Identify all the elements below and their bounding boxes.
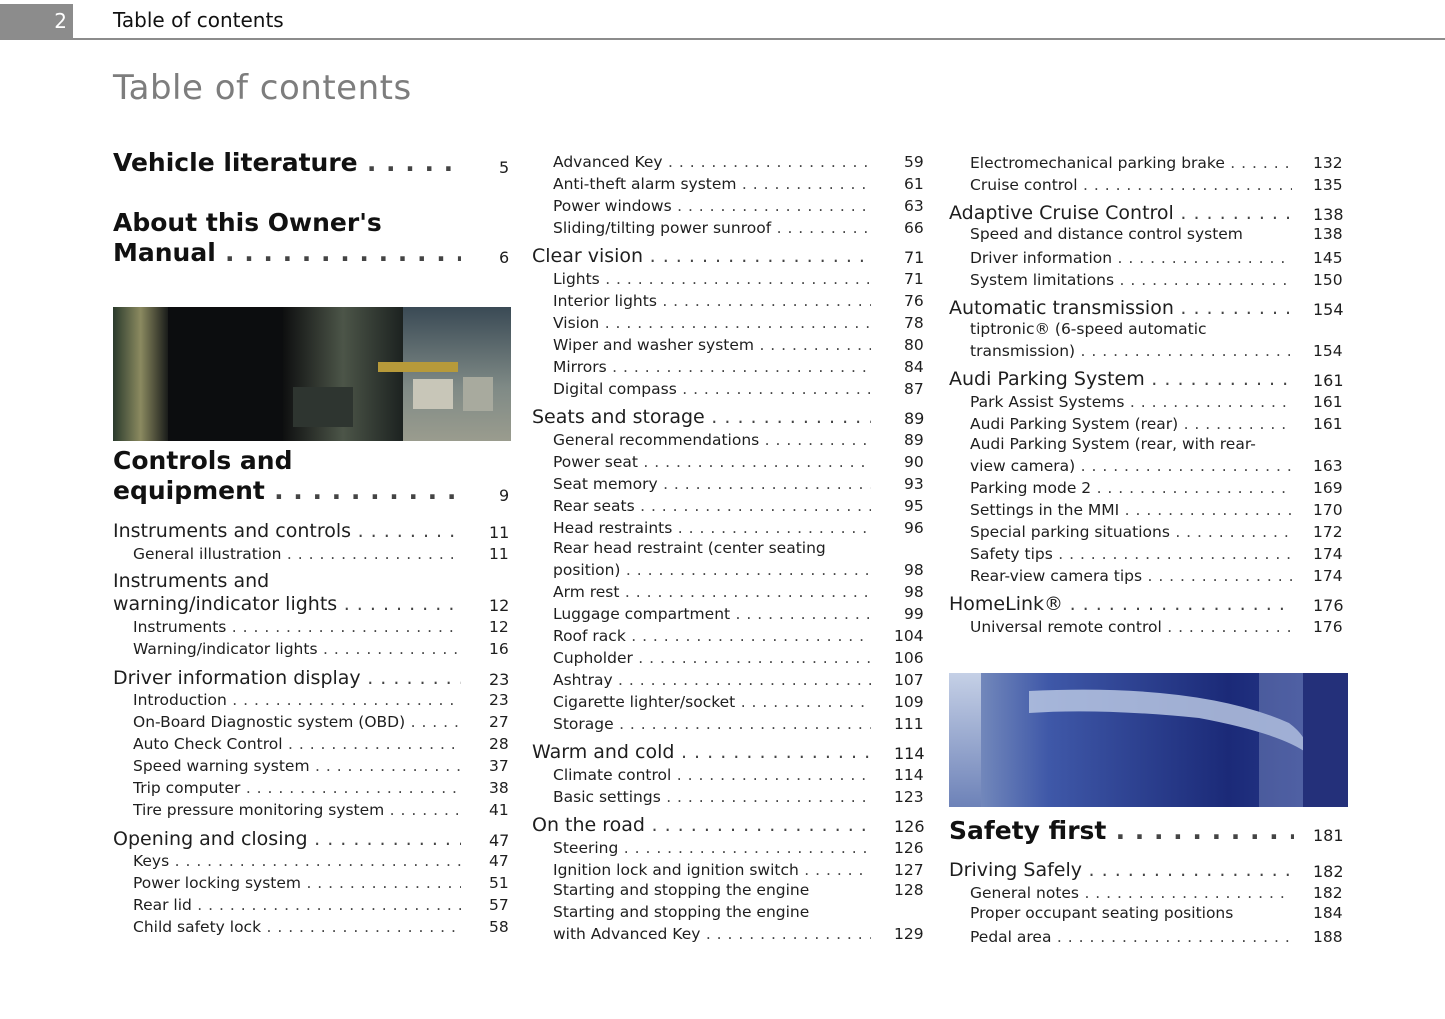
toc-label: position) . . . xyxy=(553,560,871,580)
toc-label: Climate control . . . xyxy=(553,765,871,785)
toc-entry-start-stop-advanced-key[interactable] xyxy=(553,922,928,944)
toc-page-seating-positions: 184 xyxy=(1313,904,1343,922)
toc-chapter-controls-line1[interactable]: Controls and xyxy=(113,446,293,475)
toc-entry-power-seat[interactable] xyxy=(553,450,928,472)
toc-page: 161 xyxy=(1313,371,1344,390)
toc-label: On the road . . . xyxy=(532,813,871,837)
toc-page: 99 xyxy=(904,605,924,623)
toc-entry-arm-rest[interactable] xyxy=(553,580,928,602)
toc-label: Cigarette lighter/socket . . . xyxy=(553,692,871,712)
toc-page-speed-distance: 138 xyxy=(1313,225,1343,243)
toc-label: Instruments and controls . . . xyxy=(113,519,461,543)
toc-label: Warm and cold . . . xyxy=(532,740,871,764)
toc-page: 182 xyxy=(1313,884,1343,902)
page-title: Table of contents xyxy=(113,68,412,108)
toc-section-warning-lights[interactable] xyxy=(113,590,511,616)
toc-section-opening-closing[interactable] xyxy=(113,825,511,851)
toc-entry-child-lock[interactable] xyxy=(133,915,511,937)
airbag-photo xyxy=(949,673,1348,807)
toc-entry-auto-check[interactable] xyxy=(133,732,511,754)
toc-label: Seat memory . . . xyxy=(553,474,871,494)
toc-page: 78 xyxy=(904,314,924,332)
toc-page: 5 xyxy=(499,158,510,177)
toc-page: 27 xyxy=(489,713,509,731)
toc-entry-parking-brake[interactable] xyxy=(970,151,1348,173)
toc-label: Ignition lock and ignition switch . . . xyxy=(553,860,871,880)
toc-page: 57 xyxy=(489,896,509,914)
toc-page: 106 xyxy=(894,649,924,667)
toc-label: Vehicle literature . . . xyxy=(113,148,461,178)
toc-page: 135 xyxy=(1313,176,1343,194)
toc-entry-general-notes[interactable] xyxy=(970,881,1348,903)
toc-entry-wiper[interactable] xyxy=(553,333,928,355)
toc-page: 145 xyxy=(1313,249,1343,267)
toc-label: Head restraints . . . xyxy=(553,518,871,538)
toc-entry-rear-lid[interactable] xyxy=(133,893,511,915)
toc-entry-obd[interactable] xyxy=(133,710,511,732)
toc-entry-speed-warning[interactable] xyxy=(133,754,511,776)
toc-page: 161 xyxy=(1313,393,1343,411)
toc-entry-power-locking[interactable] xyxy=(133,871,511,893)
toc-label: Trip computer . . . xyxy=(133,778,461,798)
toc-page: 107 xyxy=(894,671,924,689)
toc-page: 114 xyxy=(894,766,924,784)
toc-page: 174 xyxy=(1313,567,1343,585)
toc-entry-pedal-area[interactable] xyxy=(970,925,1348,947)
toc-label: Safety first . . . xyxy=(949,816,1294,846)
toc-entry-luggage[interactable] xyxy=(553,602,928,624)
toc-entry-speed-distance[interactable]: Speed and distance control system xyxy=(970,225,1243,243)
toc-label: Universal remote control . . . xyxy=(970,617,1292,637)
toc-label: Rear-view camera tips . . . xyxy=(970,566,1292,586)
toc-label: Interior lights . . . xyxy=(553,291,871,311)
toc-page: 23 xyxy=(489,691,509,709)
toc-label: Power locking system . . . xyxy=(133,873,461,893)
toc-entry-parking-mode-2[interactable] xyxy=(970,476,1348,498)
toc-label: Opening and closing . . . xyxy=(113,827,461,851)
toc-section-automatic-transmission[interactable] xyxy=(949,294,1348,320)
toc-page: 170 xyxy=(1313,501,1343,519)
toc-page: 188 xyxy=(1313,928,1343,946)
toc-entry-lights[interactable] xyxy=(553,267,928,289)
toc-label: Advanced Key . . . xyxy=(553,152,871,172)
toc-section-driver-info-display[interactable] xyxy=(113,664,511,690)
toc-label: Electromechanical parking brake . . . xyxy=(970,153,1292,173)
toc-entry-aps-rear[interactable] xyxy=(970,412,1348,434)
toc-entry-sunroof[interactable] xyxy=(553,216,928,238)
toc-label: Luggage compartment . . . xyxy=(553,604,871,624)
toc-entry-steering[interactable] xyxy=(553,836,928,858)
toc-page: 63 xyxy=(904,197,924,215)
toc-page: 176 xyxy=(1313,618,1343,636)
toc-entry-cruise-control[interactable] xyxy=(970,173,1348,195)
toc-label: Instruments . . . xyxy=(133,617,461,637)
toc-page: 154 xyxy=(1313,342,1343,360)
toc-page: 98 xyxy=(904,561,924,579)
toc-entry-rear-head-restraint[interactable] xyxy=(553,558,928,580)
toc-entry-roof-rack[interactable] xyxy=(553,624,928,646)
toc-entry-general-recommendations[interactable] xyxy=(553,428,928,450)
toc-entry-start-stop-advanced-key-line1[interactable]: Starting and stopping the engine xyxy=(553,903,810,921)
toc-entry-seating-positions[interactable]: Proper occupant seating positions xyxy=(970,904,1234,922)
toc-page: 181 xyxy=(1313,826,1344,845)
toc-entry-warning-indicator-lights[interactable] xyxy=(133,637,511,659)
toc-entry-camera-tips[interactable] xyxy=(970,564,1348,586)
toc-chapter-controls-equipment[interactable] xyxy=(113,474,511,506)
toc-page: 11 xyxy=(489,545,509,563)
toc-page: 104 xyxy=(894,627,924,645)
toc-page: 89 xyxy=(904,409,925,428)
toc-page: 71 xyxy=(904,270,924,288)
toc-label: Rear seats . . . xyxy=(553,496,871,516)
toc-label: System limitations . . . xyxy=(970,270,1292,290)
toc-label: Settings in the MMI . . . xyxy=(970,500,1292,520)
toc-entry-power-windows[interactable] xyxy=(553,194,928,216)
dashboard-photo-graphic xyxy=(113,307,511,441)
toc-page: 41 xyxy=(489,801,509,819)
toc-label: Wiper and washer system . . . xyxy=(553,335,871,355)
toc-label: Driver information . . . xyxy=(970,248,1292,268)
toc-page: 71 xyxy=(904,248,925,267)
toc-page: 109 xyxy=(894,693,924,711)
toc-entry-tiptronic[interactable] xyxy=(970,339,1348,361)
toc-label: Arm rest . . . xyxy=(553,582,871,602)
toc-label: Child safety lock . . . xyxy=(133,917,461,937)
toc-entry-rear-head-restraint-line1[interactable]: Rear head restraint (center seating xyxy=(553,539,826,557)
toc-chapter-about-manual[interactable] xyxy=(113,236,511,268)
toc-section-warm-cold[interactable] xyxy=(532,738,928,764)
header-title: Table of contents xyxy=(113,8,284,32)
toc-entry-cigarette-lighter[interactable] xyxy=(553,690,928,712)
toc-entry-climate-control[interactable] xyxy=(553,763,928,785)
toc-entry-interior-lights[interactable] xyxy=(553,289,928,311)
toc-entry-advanced-key[interactable] xyxy=(553,150,928,172)
toc-entry-start-stop[interactable]: Starting and stopping the engine xyxy=(553,881,810,899)
toc-section-adaptive-cruise[interactable] xyxy=(949,199,1348,225)
toc-label: Digital compass . . . xyxy=(553,379,871,399)
toc-page: 51 xyxy=(489,874,509,892)
toc-page: 174 xyxy=(1313,545,1343,563)
toc-page: 132 xyxy=(1313,154,1343,172)
toc-entry-head-restraints[interactable] xyxy=(553,516,928,538)
toc-page: 58 xyxy=(489,918,509,936)
toc-label: Warning/indicator lights . . . xyxy=(133,639,461,659)
toc-label: with Advanced Key . . . xyxy=(553,924,871,944)
toc-label: Seats and storage . . . xyxy=(532,405,871,429)
toc-entry-park-assist[interactable] xyxy=(970,390,1348,412)
toc-entry-special-parking[interactable] xyxy=(970,520,1348,542)
toc-label: Storage . . . xyxy=(553,714,871,734)
toc-entry-tiptronic-line1[interactable]: tiptronic® (6-speed automatic xyxy=(970,320,1207,338)
toc-page: 16 xyxy=(489,640,509,658)
toc-label: General recommendations . . . xyxy=(553,430,871,450)
toc-label: Adaptive Cruise Control . . . xyxy=(949,201,1292,225)
toc-entry-safety-tips[interactable] xyxy=(970,542,1348,564)
toc-label: Anti-theft alarm system . . . xyxy=(553,174,871,194)
toc-entry-system-limitations[interactable] xyxy=(970,268,1348,290)
toc-page: 138 xyxy=(1313,205,1344,224)
dashboard-photo xyxy=(113,307,511,441)
toc-entry-vision[interactable] xyxy=(553,311,928,333)
toc-label: Driver information display . . . xyxy=(113,666,461,690)
toc-entry-anti-theft[interactable] xyxy=(553,172,928,194)
toc-page: 172 xyxy=(1313,523,1343,541)
toc-entry-cupholder[interactable] xyxy=(553,646,928,668)
toc-section-driving-safely[interactable] xyxy=(949,856,1348,882)
toc-entry-aps-camera-line1[interactable]: Audi Parking System (rear, with rear- xyxy=(970,435,1256,453)
toc-page: 47 xyxy=(489,852,509,870)
toc-label: Roof rack . . . xyxy=(553,626,871,646)
toc-label: Introduction . . . xyxy=(133,690,461,710)
toc-entry-aps-camera[interactable] xyxy=(970,454,1348,476)
toc-label: Power seat . . . xyxy=(553,452,871,472)
toc-entry-ignition[interactable] xyxy=(553,858,928,880)
toc-section-instruments-controls[interactable] xyxy=(113,517,511,543)
toc-label: Clear vision . . . xyxy=(532,244,871,268)
toc-page: 66 xyxy=(904,219,924,237)
toc-page: 98 xyxy=(904,583,924,601)
toc-entry-general-illustration[interactable] xyxy=(133,542,511,564)
toc-label: Tire pressure monitoring system . . . xyxy=(133,800,461,820)
toc-label: Vision . . . xyxy=(553,313,871,333)
airbag-photo-graphic xyxy=(949,673,1348,807)
toc-label: Basic settings . . . xyxy=(553,787,871,807)
toc-page: 161 xyxy=(1313,415,1343,433)
toc-page: 111 xyxy=(894,715,924,733)
toc-chapter-vehicle-literature[interactable] xyxy=(113,146,511,178)
toc-page: 37 xyxy=(489,757,509,775)
toc-label: Sliding/tilting power sunroof . . . xyxy=(553,218,871,238)
toc-entry-driver-information[interactable] xyxy=(970,246,1348,268)
toc-entry-settings-mmi[interactable] xyxy=(970,498,1348,520)
toc-entry-rear-seats[interactable] xyxy=(553,494,928,516)
toc-entry-universal-remote[interactable] xyxy=(970,615,1348,637)
toc-label: Audi Parking System . . . xyxy=(949,367,1292,391)
toc-page: 169 xyxy=(1313,479,1343,497)
toc-label: Speed warning system . . . xyxy=(133,756,461,776)
toc-page: 23 xyxy=(489,670,510,689)
toc-page-start-stop: 128 xyxy=(894,881,924,899)
toc-section-audi-parking-system[interactable] xyxy=(949,365,1348,391)
toc-page: 182 xyxy=(1313,862,1344,881)
toc-label: Driving Safely . . . xyxy=(949,858,1292,882)
toc-label: Auto Check Control . . . xyxy=(133,734,461,754)
toc-page: 12 xyxy=(489,618,509,636)
toc-entry-storage[interactable] xyxy=(553,712,928,734)
toc-label: Ashtray . . . xyxy=(553,670,871,690)
toc-label: Cupholder . . . xyxy=(553,648,871,668)
toc-label: Cruise control . . . xyxy=(970,175,1292,195)
toc-page: 61 xyxy=(904,175,924,193)
toc-entry-keys[interactable] xyxy=(133,849,511,871)
toc-chapter-about-line1[interactable]: About this Owner's xyxy=(113,208,382,237)
toc-section-on-the-road[interactable] xyxy=(532,811,928,837)
toc-label: Parking mode 2 . . . xyxy=(970,478,1292,498)
toc-page: 96 xyxy=(904,519,924,537)
toc-page: 90 xyxy=(904,453,924,471)
toc-section-homelink[interactable] xyxy=(949,590,1348,616)
toc-page: 176 xyxy=(1313,596,1344,615)
toc-page: 123 xyxy=(894,788,924,806)
toc-page: 126 xyxy=(894,817,925,836)
toc-label: Park Assist Systems . . . xyxy=(970,392,1292,412)
toc-label: Pedal area . . . xyxy=(970,927,1292,947)
header-bar xyxy=(0,0,1445,40)
toc-page: 9 xyxy=(499,486,510,505)
page-number: 2 xyxy=(0,4,73,38)
toc-page: 93 xyxy=(904,475,924,493)
toc-entry-trip-computer[interactable] xyxy=(133,776,511,798)
toc-page: 154 xyxy=(1313,300,1344,319)
toc-entry-seat-memory[interactable] xyxy=(553,472,928,494)
toc-page: 127 xyxy=(894,861,924,879)
toc-label: General notes . . . xyxy=(970,883,1292,903)
toc-label: view camera) . . . xyxy=(970,456,1292,476)
toc-label: HomeLink® . . . xyxy=(949,592,1292,616)
toc-label: warning/indicator lights . . . xyxy=(113,592,461,616)
toc-label: On-Board Diagnostic system (OBD) . . . xyxy=(133,712,461,732)
toc-label: Special parking situations . . . xyxy=(970,522,1292,542)
toc-page: 80 xyxy=(904,336,924,354)
toc-page: 28 xyxy=(489,735,509,753)
toc-label: transmission) . . . xyxy=(970,341,1292,361)
toc-page: 129 xyxy=(894,925,924,943)
toc-label: Steering . . . xyxy=(553,838,871,858)
toc-entry-instruments[interactable] xyxy=(133,615,511,637)
toc-label: Power windows . . . xyxy=(553,196,871,216)
toc-label: Lights . . . xyxy=(553,269,871,289)
toc-entry-tire-pressure[interactable] xyxy=(133,798,511,820)
toc-page: 76 xyxy=(904,292,924,310)
toc-label: Manual . . . xyxy=(113,238,461,268)
toc-page: 47 xyxy=(489,831,510,850)
toc-label: Audi Parking System (rear) . . . xyxy=(970,414,1292,434)
toc-label: equipment . . . xyxy=(113,476,461,506)
toc-chapter-safety-first[interactable] xyxy=(949,814,1348,846)
toc-page: 114 xyxy=(894,744,925,763)
toc-label: Automatic transmission . . . xyxy=(949,296,1292,320)
toc-page: 11 xyxy=(489,523,510,542)
toc-label: Mirrors . . . xyxy=(553,357,871,377)
toc-page: 59 xyxy=(904,153,924,171)
toc-page: 38 xyxy=(489,779,509,797)
toc-label: Safety tips . . . xyxy=(970,544,1292,564)
toc-entry-basic-settings[interactable] xyxy=(553,785,928,807)
toc-section-clear-vision[interactable] xyxy=(532,242,928,268)
toc-section-seats-storage[interactable] xyxy=(532,403,928,429)
toc-page: 6 xyxy=(499,248,510,267)
toc-label: Rear lid . . . xyxy=(133,895,461,915)
toc-page: 150 xyxy=(1313,271,1343,289)
toc-label: Keys . . . xyxy=(133,851,461,871)
toc-label: General illustration . . . xyxy=(133,544,461,564)
toc-page: 95 xyxy=(904,497,924,515)
toc-entry-ashtray[interactable] xyxy=(553,668,928,690)
toc-page: 12 xyxy=(489,596,510,615)
toc-entry-mirrors[interactable] xyxy=(553,355,928,377)
header-divider xyxy=(0,38,1445,40)
toc-page: 87 xyxy=(904,380,924,398)
toc-page: 84 xyxy=(904,358,924,376)
toc-entry-introduction[interactable] xyxy=(133,688,511,710)
toc-section-iwl-line1[interactable]: Instruments and xyxy=(113,570,270,592)
toc-entry-compass[interactable] xyxy=(553,377,928,399)
toc-page: 126 xyxy=(894,839,924,857)
toc-page: 89 xyxy=(904,431,924,449)
toc-page: 163 xyxy=(1313,457,1343,475)
